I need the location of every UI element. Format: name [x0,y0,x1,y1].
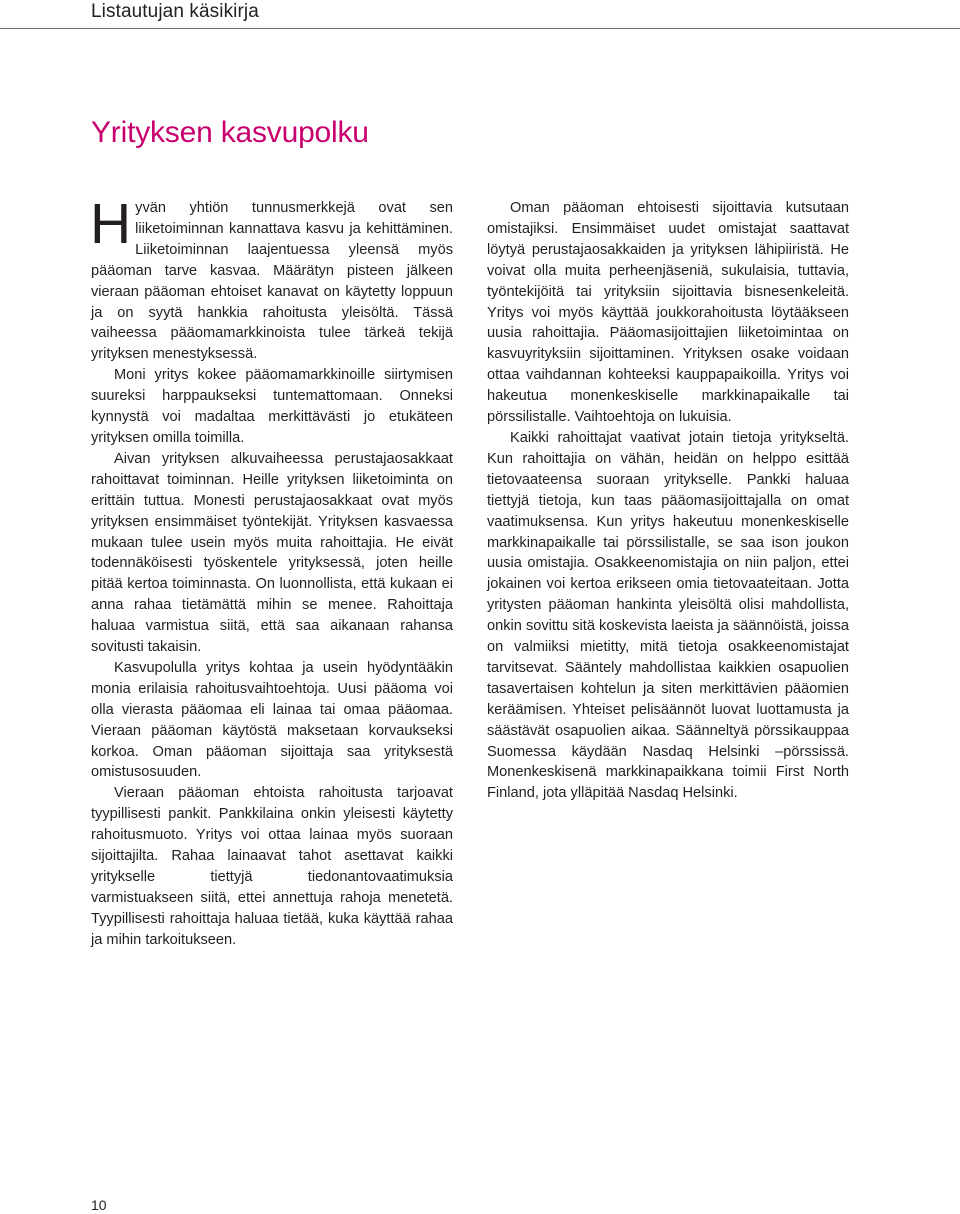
article-column-left [90,192,453,951]
drop-cap: H [90,192,132,256]
article-paragraph: Aivan yrityksen alkuvaiheessa perustajaosakkaat rahoittavat toiminnan. Heille yrityksen liiketoiminta on erittäin tuttua. Monesti perustajaosakkaat ovat myös yrityksen ensimmäiset työntekijät. Yrityksen kasvaessa mukaan tulee usein myös muita rahoittajia. He eivät todennäköisesti työskentele yrityksessä, joten heille pitää kertoa toiminnasta. On luonnollista, että kukaan ei anna rahaa tietämättä mihin se menee. Rahoittaja haluaa varmistua siitä, että saa aikanaan rahansa sovitusti takaisin. [91,450,453,656]
page-number: 10 [91,1197,107,1213]
header-divider [0,28,960,29]
article-paragraph: Kasvupolulla yritys kohtaa ja usein hyödyntääkin monia erilaisia rahoitusvaihtoehtoja. Uusi pääoma voi olla vierasta pääomaa eli lainaa tai omaa pääomaa. Vieraan pääoman käytöstä maksetaan korvaukseksi korkoa. Oman pääoman sijoittaja saa yrityksestä omistusosuuden. [91,659,453,781]
article-column-right [487,198,849,804]
running-header-title: Listautujan käsikirja [91,1,259,22]
paragraph-text: yvän yhtiön tunnusmerkkejä ovat sen liiketoiminnan kannattava kasvu ja kehittäminen. Liiketoiminnan laajentuessa yleensä myös pääoman tarve kasvaa. Määrätyn pisteen jälkeen vieraan pääoman ehtoiset kanavat on käytetty loppuun ja on syytä hankkia rahoitusta yleisöltä. Tässä vaiheessa pääomamarkkinoista tulee tärkeä tekijä yrityksen menestyksessä. [91,200,453,363]
article-paragraph: Kaikki rahoittajat vaativat jotain tietoja yritykseltä. Kun rahoittajia on vähän, heidän on helppo esittää tietovaateensa suoraan yritykselle. Pankki haluaa tiettyjä tietoja, kun taas pääomasijoittajalla on omat vaatimuksensa. Kun yritys hakeutuu monenkeskiselle markkinapaikalle tai pörssilistalle, se saa ison joukon uusia omistajia. Osakkeenomistajia on niin paljon, ettei jokainen voi kertoa erikseen omia tietovaateitaan. Jotta yritysten pääoman hankinta yleisöltä olisi mahdollista, onkin sovittu sitä koskevista laeista ja säännöistä, joissa on valmiiksi mietitty, mitä tietoja osakkeenomistajat tarvitsevat. Sääntely mahdollistaa kaikkien osapuolien tasavertaisen kohtelun ja siten merkittävien pääomien keräämisen. Yhteiset pelisäännöt luovat luottamusta ja säästävät osapuolien aikaa. Säänneltyä pörssikauppaa Suomessa käydään Nasdaq Helsinki –pörssissä. Monenkeskisenä markkinapaikkana toimii First North Finland, jota ylläpitää Nasdaq Helsinki. [487,429,849,802]
article-paragraph: Oman pääoman ehtoisesti sijoittavia kutsutaan omistajiksi. Ensimmäiset uudet omistajat saattavat löytyä perustajaosakkaiden ja yrityksen lähipiiristä. He voivat olla muita perheenjäseniä, sukulaisia, tuttavia, työntekijöitä tai yrityksiin sijoittavia bisnesenkeleitä. Yritys voi myös käyttää joukkorahoitusta löytääkseen uusia rahoittajia. Pääomasijoittajien liiketoimintaa on kasvuyrityksiin sijoittaminen. Yrityksen osake voidaan ottaa vaihdannan kohteeksi kauppapaikoilla. Yritys voi hakeutua monenkeskiselle markkinapaikalle tai pörssilistalle. Vaihtoehtoja on lukuisia. [487,200,849,426]
article-paragraph: Moni yritys kokee pääomamarkkinoille siirtymisen suureksi harppaukseksi tuntemattomaan. Onneksi kynnystä voi madaltaa merkittävästi jo etukäteen yrityksen omilla toimilla. [91,367,453,446]
article-paragraph [90,192,453,365]
page-title: Yrityksen kasvupolku [91,116,369,149]
article-paragraph: Vieraan pääoman ehtoista rahoitusta tarjoavat tyypillisesti pankit. Pankkilaina onkin yleisesti käytetty rahoitusmuoto. Yritys voi ottaa lainaa myös suoraan sijoittajilta. Rahaa lainaavat tahot asettavat kaikki yritykselle tiettyjä tiedonantovaatimuksia varmistuakseen siitä, ettei annettuja rahoja menetetä. Tyypillisesti rahoittaja haluaa tietää, kuka käyttää rahaa ja mihin tarkoitukseen. [91,785,453,948]
